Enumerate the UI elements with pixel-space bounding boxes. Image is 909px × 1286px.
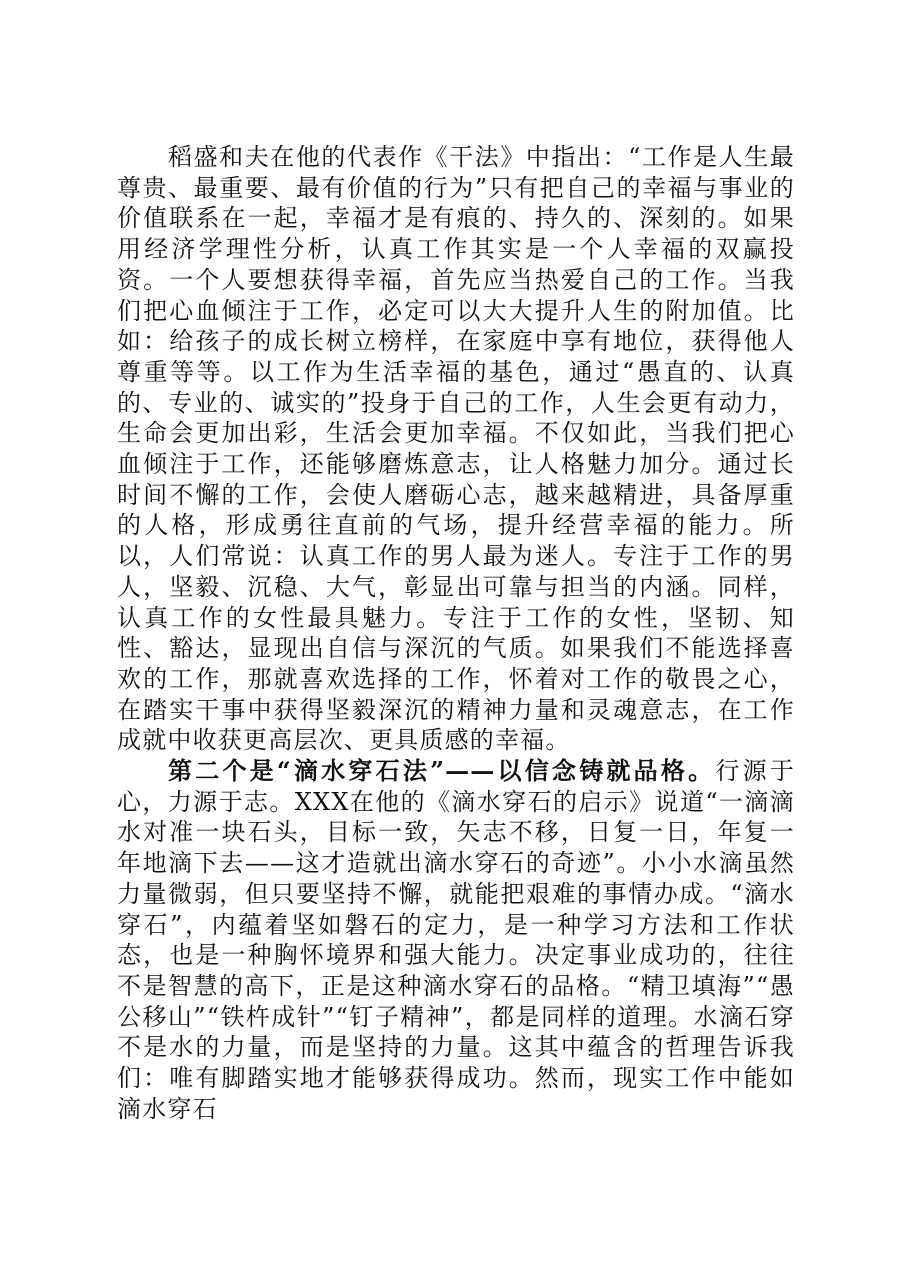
- paragraph-1: 稻盛和夫在他的代表作《干法》中指出：“工作是人生最尊贵、最重要、最有价值的行为”只有把自己的幸福与事业的价值联系在一起，幸福才是有痕的、持久的、深刻的。如果用经济学理性分析，认真工作其实是一个人幸福的双赢投资。一个人要想获得幸福，首先应当热爱自己的工作。当我们把心血倾注于工作，必定可以大大提升人生的附加值。比如：给孩子的成长树立榜样，在家庭中享有地位，获得他人尊重等等。以工作为生活幸福的基色，通过“愚直的、认真的、专业的、诚实的”投身于自己的工作，人生会更有动力，生命会更加出彩，生活会更加幸福。不仅如此，当我们把心血倾注于工作，还能够磨炼意志，让人格魅力加分。通过长时间不懈的工作，会使人磨砺心志，越来越精进，具备厚重的人格，形成勇往直前的气场，提升经营幸福的能力。所以，人们常说：认真工作的男人最为迷人。专注于工作的男人，坚毅、沉稳、大气，彰显出可靠与担当的内涵。同样，认真工作的女性最具魅力。专注于工作的女性，坚韧、知性、豁达，显现出自信与深沉的气质。如果我们不能选择喜欢的工作，那就喜欢选择的工作，怀着对工作的敬畏之心，在踏实干事中获得坚毅深沉的精神力量和灵魂意志，在工作成就中收获更高层次、更具质感的幸福。: [117, 143, 795, 755]
- paragraph-2-body: 行源于心，力源于志。XXX在他的《滴水穿石的启示》说道“一滴滴水对准一块石头，目标一致，矢志不移，日复一日，年复一年地滴下去——这才造就出滴水穿石的奇迹”。小小水滴虽然力量微弱，但只要坚持不懈，就能把艰难的事情办成。“滴水穿石”，内蕴着坚如磐石的定力，是一种学习方法和工作状态，也是一种胸怀境界和强大能力。决定事业成功的，往往不是智慧的高下，正是这种滴水穿石的品格。“精卫填海”“愚公移山”“铁杵成针”“钉子精神”，都是同样的道理。水滴石穿不是水的力量，而是坚持的力量。这其中蕴含的哲理告诉我们：唯有脚踏实地才能够获得成功。然而，现实工作中能如滴水穿石: [117, 757, 795, 1123]
- paragraph-2: [117, 756, 795, 1124]
- paragraph-2-heading: 第二个是“滴水穿石法”——以信念铸就品格。: [168, 756, 716, 786]
- document-body: [117, 142, 795, 1125]
